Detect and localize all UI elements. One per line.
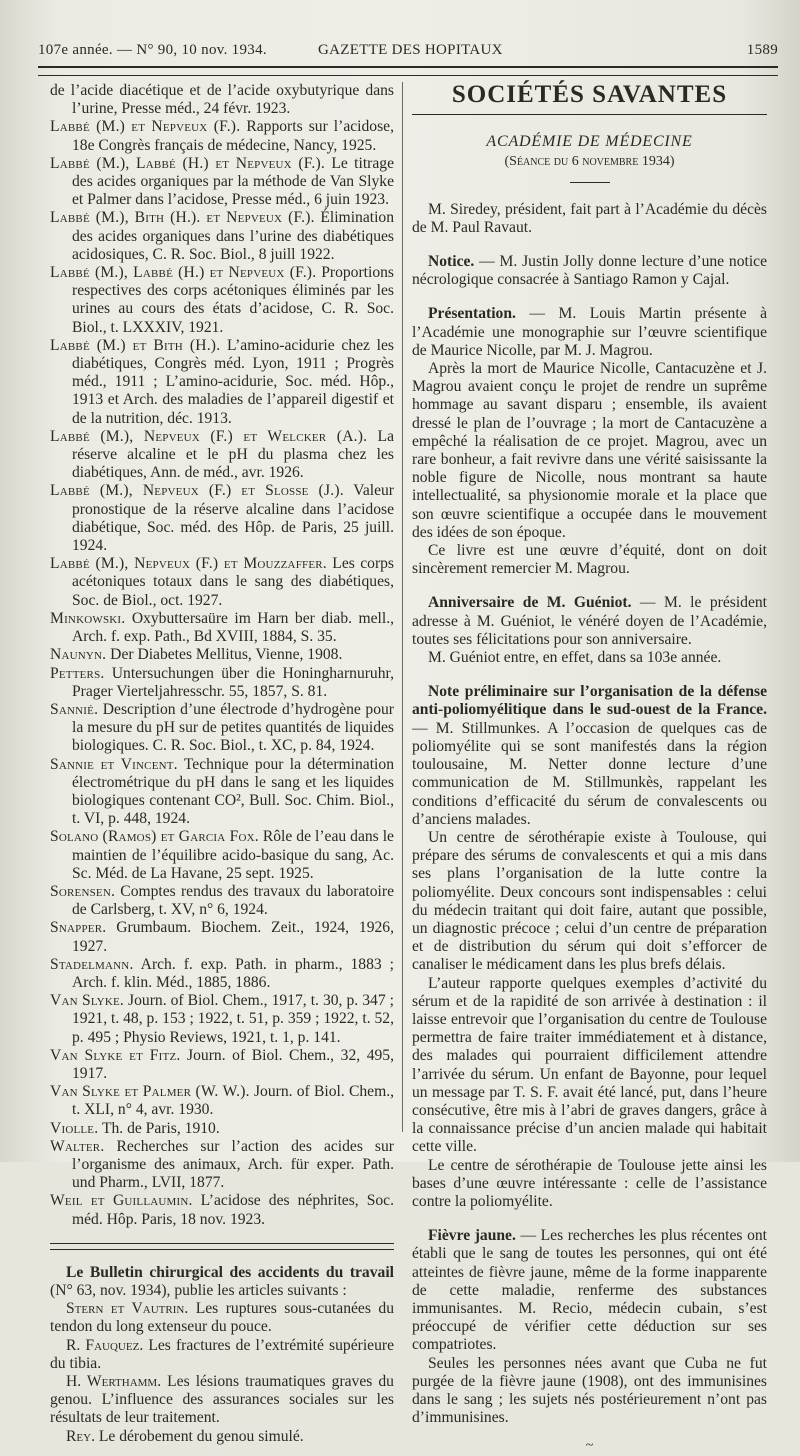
bulletin-article: [50, 1337, 394, 1373]
reference-author: Snapper.: [50, 919, 107, 937]
report-paragraph: [412, 649, 767, 667]
column-divider: [402, 82, 403, 1132]
report-paragraph: [412, 829, 767, 975]
article-title: Les lésions traumatiques graves du genou. L’influence des assurances sociales sur les résultats de leur traitement.: [50, 1373, 394, 1427]
academy-heading: ACADÉMIE DE MÉDECINE: [486, 133, 693, 151]
reference-entry: [50, 665, 394, 701]
reference-entry: [50, 646, 394, 664]
reference-author: Sorensen.: [50, 882, 116, 900]
paragraph-gap: [412, 289, 767, 305]
reference-text: Th. de Paris, 1910.: [98, 1119, 220, 1137]
reference-text: La réserve alcaline et le pH du plasma chez les diabétiques, Ann. de méd., avr. 1926.: [72, 427, 394, 482]
paragraph-text: Le centre de sérothérapie de Toulouse jette ainsi les bases d’une œuvre intéressante : celle de l’assistance contre la poliomyélite.: [412, 1156, 767, 1210]
paragraph-lead: Présentation.: [428, 305, 516, 323]
reference-author: Labbé (M.), Nepveux (F.) et Slosse (J.).: [50, 482, 344, 500]
session-date: (Séance du 6 novembre 1934): [504, 154, 675, 170]
reference-entry: [50, 610, 394, 646]
reference-author: Labbé (M.), Nepveux (F.) et Welcker (A.).: [50, 427, 368, 445]
short-rule: [570, 182, 610, 183]
reference-entry: [50, 337, 394, 428]
paragraph-lead: Note préliminaire sur l’organisation de la défense anti-poliomyélitique dans le sud-ouest de la France.: [412, 683, 767, 719]
paragraph-text: — M. le président adresse à M. Guéniot, le vénéré doyen de l’Académie, toutes ses félicitations pour son anniversaire.: [412, 594, 768, 648]
report-paragraph: [412, 1227, 767, 1354]
header-double-rule: [38, 66, 778, 76]
reference-text: L’amino-acidurie chez les diabétiques, Congrès méd. Lyon, 1911 ; Progrès méd., 1911 ; L’amino-acidurie, Soc. méd. Hôp., 1913 et Arch. des maladies de l’appareil digestif et de la nutrition, déc. 1913.: [72, 336, 395, 427]
paragraph-gap: [412, 1211, 767, 1227]
bulletin-title: Le Bulletin chirurgical des accidents du travail: [66, 1263, 394, 1281]
reference-entry: [50, 828, 394, 883]
reference-author: Labbé (M.) et Bith (H.).: [50, 336, 221, 354]
reference-text: Grumbaum. Biochem. Zeit., 1924, 1926, 1927.: [72, 919, 394, 955]
reference-author: Labbé (M.), Nepveux (F.) et Mouzzaffer.: [50, 555, 327, 573]
paragraph-text: Un centre de sérothérapie existe à Toulouse, qui prépare des sérums de convalescents et qui a mis dans ses plans l’organisation de la lutte contre la poliomyélite. Deux concours sont indispensables : celui du médecin traitant qui doit faire, autant que possible, un diagnostic précoce ; celui d’un centre de préparation et de distribution du sérum qui doit s’efforcer de canaliser le médicament dans les plus brefs délais.: [412, 828, 767, 974]
reference-entry: [50, 1083, 394, 1119]
paragraph-text: Ce livre est une œuvre d’équité, dont on doit sincèrement remercier M. Magrou.: [412, 542, 767, 578]
article-author: Stern et Vautrin.: [66, 1300, 189, 1318]
reference-text: Oxybuttersaüre im Harn ber diab. mell., Arch. f. exp. Path., Bd XVIII, 1884, S. 35.: [72, 609, 394, 646]
reference-author: Labbé (M.), Labbé (H.) et Nepveux (F.).: [50, 154, 325, 172]
left-column: [50, 82, 394, 1446]
reference-text: Der Diabetes Mellitus, Vienne, 1908.: [106, 646, 343, 664]
report-paragraph: [412, 1355, 767, 1428]
reference-entry: [50, 756, 394, 829]
reference-entry: [50, 264, 394, 337]
reference-author: Weil et Guillaumin.: [50, 1192, 193, 1210]
issue-info: 107e année. — N° 90, 10 nov. 1934.: [38, 42, 267, 58]
reference-author: Petters.: [50, 664, 105, 682]
paragraph-text: — M. Justin Jolly donne lecture d’une notice nécrologique consacrée à Santiago Ramon y Cajal.: [412, 253, 767, 289]
article-title: Les ruptures sous-cutanées du tendon du long extenseur du pouce.: [50, 1300, 394, 1336]
reference-author: Violle.: [50, 1119, 99, 1137]
session-report: [412, 201, 767, 1428]
paragraph-lead: Fièvre jaune.: [428, 1227, 516, 1245]
report-paragraph: [412, 594, 767, 649]
report-paragraph: [412, 683, 767, 829]
reference-text: Proportions respectives des corps acétoniques éliminés par les urines au cours des états d’acidose, C. R. Soc. Biol., t. LXXXIV, 1921.: [72, 264, 394, 336]
reference-entry: [50, 428, 394, 483]
end-mark: ~: [585, 1438, 594, 1454]
reference-text: Comptes rendus des travaux du laboratoire de Carlsberg, t. XV, n° 6, 1924.: [72, 882, 394, 919]
reference-author: Minkowski.: [50, 609, 126, 627]
reference-entry: [50, 992, 394, 1047]
reference-author: Naunyn.: [50, 646, 107, 664]
bulletin-items: [50, 1300, 394, 1446]
report-paragraph: [412, 305, 767, 360]
reference-author: Solano (Ramos) et Garcia Fox.: [50, 828, 259, 846]
reference-text: Description d’une électrode d’hydrogène pour la mesure du pH sur de petites quantités de liquides biologiques. C. R. Soc. Biol., t. XC, p. 84, 1924.: [72, 700, 394, 755]
paragraph-text: — Les recherches les plus récentes ont établi que le sang de toutes les personnes, qui ont été atteintes de fièvre jaune, même de la forme inapparente de cette maladie, renferme des substances immunisantes. M. Recio, médecin cubain, s’est préoccupé de vérifier cette déduction sur ses compatriotes.: [412, 1227, 767, 1354]
article-author: Rey.: [66, 1427, 95, 1445]
paragraph-text: M. Guéniot entre, en effet, dans sa 103e année.: [428, 649, 722, 667]
reference-text: Recherches sur l’action des acides sur l’organisme des animaux, Arch. für exper. Path. und Pharm., LVII, 1877.: [72, 1137, 394, 1192]
reference-text: Untersuchungen über die Honingharnuruhr, Prager Vierteljahresschr. 55, 1857, S. 81.: [72, 664, 394, 700]
reference-author: Sannie et Vincent.: [50, 755, 178, 773]
reference-author: Labbé (M.), Bith (H.). et Nepveux (F.).: [50, 209, 315, 227]
report-paragraph: [412, 1157, 767, 1212]
reference-entry: [50, 1192, 394, 1228]
reference-text: Journ. of Biol. Chem., t. XLI, n° 4, avr. 1930.: [72, 1083, 394, 1119]
reference-entry: [50, 956, 394, 992]
reference-entry: [50, 1120, 394, 1138]
reference-text: Élimination des acides organiques dans l’urine des diabétiques acidosiques, C. R. Soc. Biol., 8 juill 1922.: [72, 209, 395, 263]
running-head: [38, 42, 778, 64]
reference-author: Van Slyke et Fitz.: [50, 1046, 181, 1064]
paragraph-text: Seules les personnes nées avant que Cuba ne fut purgée de la fièvre jaune (1908), ont des immunisines dans le sang ; les sujets nés postérieurement n’ont pas d’immunisines.: [412, 1354, 767, 1427]
reference-author: Sannié.: [50, 700, 99, 718]
reference-text: Les corps acétoniques totaux dans le sang des diabétiques, Soc. de Biol., oct. 1927.: [72, 555, 395, 609]
reference-text: Journ. of Biol. Chem., 1917, t. 30, p. 347 ; 1921, t. 48, p. 153 ; 1922, t. 51, p. 359 ; 1922, t. 52, p. 495 ; Physio Reviews, 1921, t. 1, p. 141.: [72, 992, 395, 1046]
reference-entry: [50, 1138, 394, 1193]
reference-entry: [50, 482, 394, 555]
bibliography-list: [50, 82, 394, 1229]
paragraph-text: — M. Stillmunkes. A l’occasion de quelques cas de poliomyélite qui se sont manifestés dans la région toulousaine, M. Netter donne lecture d’une communication de M. Stillmunkès, rappelant les conditions d’efficacité du sérum de convalescents ou d’anciens malades.: [412, 719, 767, 828]
paragraph-lead: Anniversaire de M. Guéniot.: [428, 594, 632, 612]
reference-entry: [50, 118, 394, 154]
reference-author: Van Slyke et Palmer (W. W.).: [50, 1083, 250, 1101]
title-rule: [412, 114, 767, 115]
reference-text: Le titrage des acides organiques par la méthode de Van Slyke et Palmer dans l’acidose, Presse méd., 6 juin 1923.: [72, 154, 395, 209]
bulletin-notice: [50, 1264, 394, 1446]
reference-entry: [50, 1047, 394, 1083]
reference-author: Van Slyke.: [50, 992, 124, 1010]
report-paragraph: [412, 542, 767, 578]
reference-author: Stadelmann.: [50, 955, 134, 973]
bulletin-article: [50, 1373, 394, 1428]
report-paragraph: [412, 253, 767, 289]
paragraph-text: L’auteur rapporte quelques exemples d’activité du sérum et de la rapidité de son arrivée à destination : il laisse entrevoir que l’organisation du centre de Toulouse permettra de faire traiter immédiatement et à distance, des malades qui pourraient difficilement attendre l’arrivée du sérum. Un enfant de Bayonne, pour lequel un message par T. S. F. avait été lancé, put, dans l’heure consécutive, être mis à l’abri de graves dangers, grâce à la connaissance précise d’un ancien malade qui habitait cette ville.: [412, 974, 767, 1156]
paragraph-gap: [412, 667, 767, 683]
reference-text: de l’acide diacétique et de l’acide oxybutyrique dans l’urine, Presse méd., 24 févr. 1923.: [50, 82, 394, 118]
bulletin-intro-text: (N° 63, nov. 1934), publie les articles suivants :: [50, 1282, 347, 1299]
article-title: Les fractures de l’extrémité supérieure du tibia.: [50, 1336, 394, 1372]
bulletin-intro: [50, 1264, 394, 1300]
report-paragraph: [412, 975, 767, 1157]
section-title: SOCIÉTÉS SAVANTES: [451, 81, 728, 108]
article-title: Le dérobement du genou simulé.: [94, 1427, 304, 1445]
reference-author: Labbé (M.) et Nepveux (F.).: [50, 118, 241, 136]
bulletin-article: [50, 1428, 394, 1446]
reference-text: Technique pour la détermination électrométrique du pH dans le sang et les liquides biologiques contenant CO², Bull. Soc. Chim. Biol., t. VI, p. 448, 1924.: [72, 755, 394, 828]
reference-text: Rôle de l’eau dans le maintien de l’équilibre acido-basique du sang, Ac. Sc. Méd. de La Havane, 25 sept. 1925.: [72, 828, 394, 882]
report-paragraph: [412, 360, 767, 542]
section-separator: [50, 1243, 394, 1250]
report-paragraph: [412, 201, 767, 237]
reference-entry: [50, 155, 394, 210]
reference-text: Valeur pronostique de la réserve alcaline dans l’acidose diabétique, Soc. méd. des Hôp. de Paris, 25 juill. 1924.: [72, 482, 394, 555]
reference-text: Rapports sur l’acidose, 18e Congrès français de médecine, Nancy, 1925.: [72, 118, 394, 154]
publication-title: GAZETTE DES HOPITAUX: [318, 42, 503, 58]
reference-entry: [50, 701, 394, 756]
bulletin-article: [50, 1300, 394, 1336]
reference-author: Walter.: [50, 1137, 105, 1155]
paragraph-gap: [412, 237, 767, 253]
right-column: [412, 82, 767, 1456]
paragraph-text: — M. Louis Martin présente à l’Académie une monographie sur l’œuvre scientifique de Maurice Nicolle, par M. J. Magrou.: [412, 305, 767, 359]
reference-entry: [50, 883, 394, 919]
article-author: R. Fauquez.: [66, 1336, 144, 1354]
paragraph-text: Après la mort de Maurice Nicolle, Cantacuzène et J. Magrou avaient conçu le projet de rendre un suprême hommage au savant disparu ; ensemble, ils avaient dressé le plan de l’ouvrage ; la mort de Cantacuzène a empêché la réalisation de ce projet. Magrou, avec un rare bonheur, a fait revivre dans une vérité saisissante la noble figure de Nicolle, nous montrant sa haute intellectualité, sa physionomie morale et la place que son œuvre scientifique a occupée dans le mouvement des idées de son époque.: [412, 360, 767, 541]
reference-text: L’acidose des néphrites, Soc. méd. Hôp. Paris, 18 nov. 1923.: [72, 1192, 394, 1228]
reference-entry: [50, 555, 394, 610]
page-number: 1589: [746, 42, 778, 58]
article-author: H. Werthamm.: [66, 1373, 162, 1391]
paragraph-lead: Notice.: [428, 253, 475, 271]
reference-text: Arch. f. exp. Path. in pharm., 1883 ; Arch. f. klin. Méd., 1885, 1886.: [72, 955, 394, 991]
reference-entry: [50, 209, 394, 264]
paragraph-gap: [412, 578, 767, 594]
paragraph-text: M. Siredey, président, fait part à l’Académie du décès de M. Paul Ravaut.: [412, 200, 767, 236]
reference-author: Labbé (M.), Labbé (H.) et Nepveux (F.).: [50, 264, 317, 282]
reference-entry: [50, 82, 394, 118]
reference-entry: [50, 919, 394, 955]
reference-text: Journ. of Biol. Chem., 32, 495, 1917.: [72, 1046, 394, 1082]
